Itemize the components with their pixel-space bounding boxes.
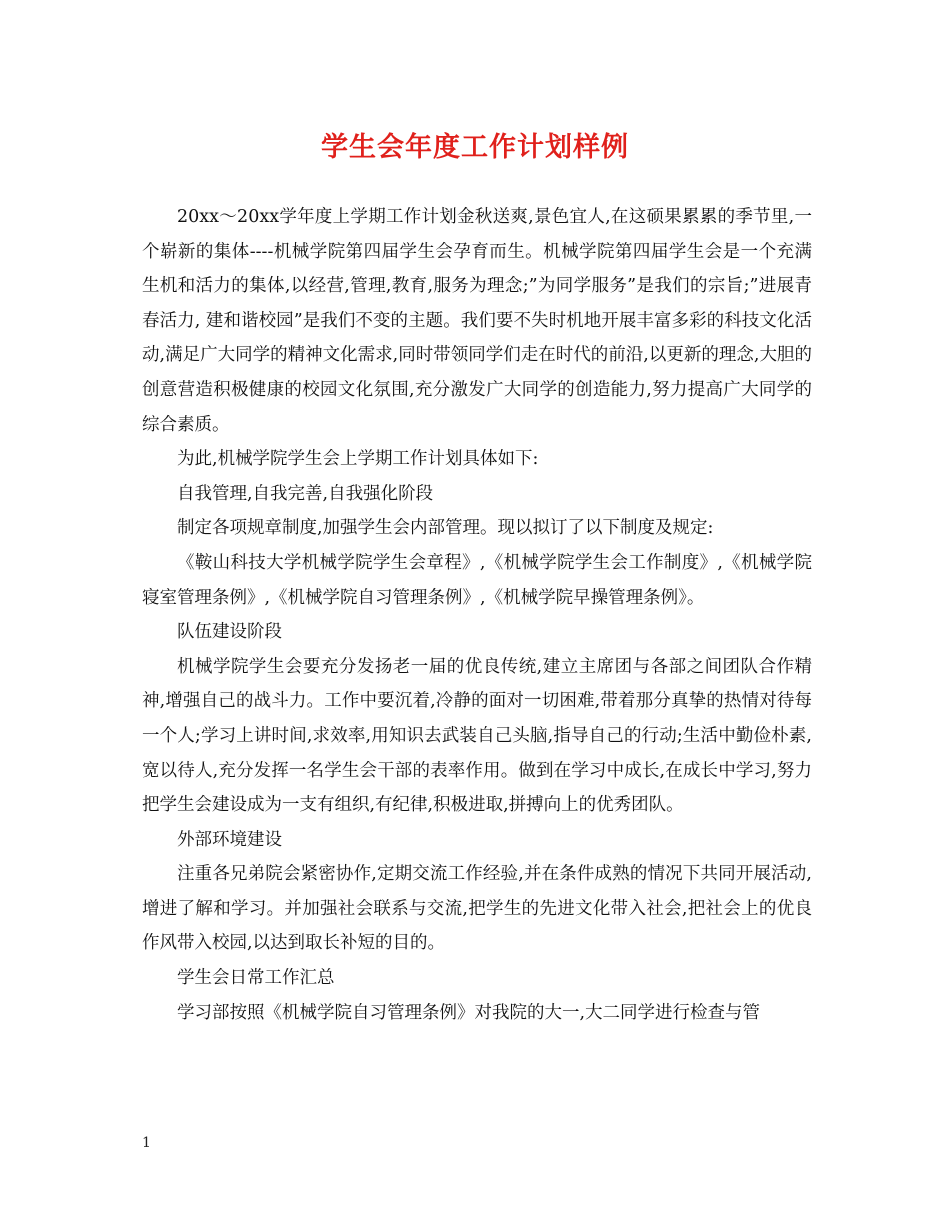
section-heading-daily-work: 学生会日常工作汇总 xyxy=(177,968,335,989)
paragraph-regulation-list: 《鞍山科技大学机械学院学生会章程》,《机械学院学生会工作制度》,《机械学院寝室管理条例》,《机械学院自习管理条例》,《机械学院早操管理条例》。 xyxy=(142,552,812,608)
paragraph-intro: 20xx～20xx学年度上学期工作计划金秋送爽,景色宜人,在这硕果累累的季节里,一个崭新的集体----机械学院第四届学生会孕育而生。机械学院第四届学生会是一个充满生机和活力的集体,以经营,管理,教育,服务为理念;”为同学服务”是我们的宗旨;”进展青春活力, 建和谐校园”是我们不变的主题。我们要不失时机地开展丰富多彩的科技文化活动,满足广大同学的精神文化需求,同时带领同学们走在时代的前沿,以更新的理念,大胆的创意营造积极健康的校园文化氛围,充分激发广大同学的创造能力,努力提高广大同学的综合素质。 xyxy=(142,207,812,435)
section-heading-external-environment: 外部环境建设 xyxy=(177,829,282,850)
paragraph-team-building: 机械学院学生会要充分发扬老一届的优良传统,建立主席团与各部之间团队合作精神,增强自己的战斗力。工作中要沉着,冷静的面对一切困难,带着那分真挚的热情对待每一个人;学习上讲时间,求效率,用知识去武装自己头脑,指导自己的行动;生活中勤俭朴素,宽以待人,充分发挥一名学生会干部的表率作用。做到在学习中成长,在成长中学习,努力把学生会建设成为一支有组织,有纪律,积极进取,拼搏向上的优秀团队。 xyxy=(142,656,812,816)
paragraph-regulations: 制定各项规章制度,加强学生会内部管理。现以拟订了以下制度及规定: xyxy=(177,518,714,539)
document-body xyxy=(142,200,812,1030)
paragraph-daily-work: 学习部按照《机械学院自习管理条例》对我院的大一,大二同学进行检查与管 xyxy=(177,1002,761,1023)
section-heading-team-building: 队伍建设阶段 xyxy=(177,622,282,643)
page-number: 1 xyxy=(142,1135,151,1151)
section-heading-self-management: 自我管理,自我完善,自我强化阶段 xyxy=(177,483,434,504)
paragraph-plan-lead: 为此,机械学院学生会上学期工作计划具体如下: xyxy=(177,449,539,470)
paragraph-external-environment: 注重各兄弟院会紧密协作,定期交流工作经验,并在条件成熟的情况下共同开展活动,增进了解和学习。并加强社会联系与交流,把学生的先进文化带入社会,把社会上的优良作风带入校园,以达到取长补短的目的。 xyxy=(142,864,812,954)
document-title: 学生会年度工作计划样例 xyxy=(321,132,629,163)
